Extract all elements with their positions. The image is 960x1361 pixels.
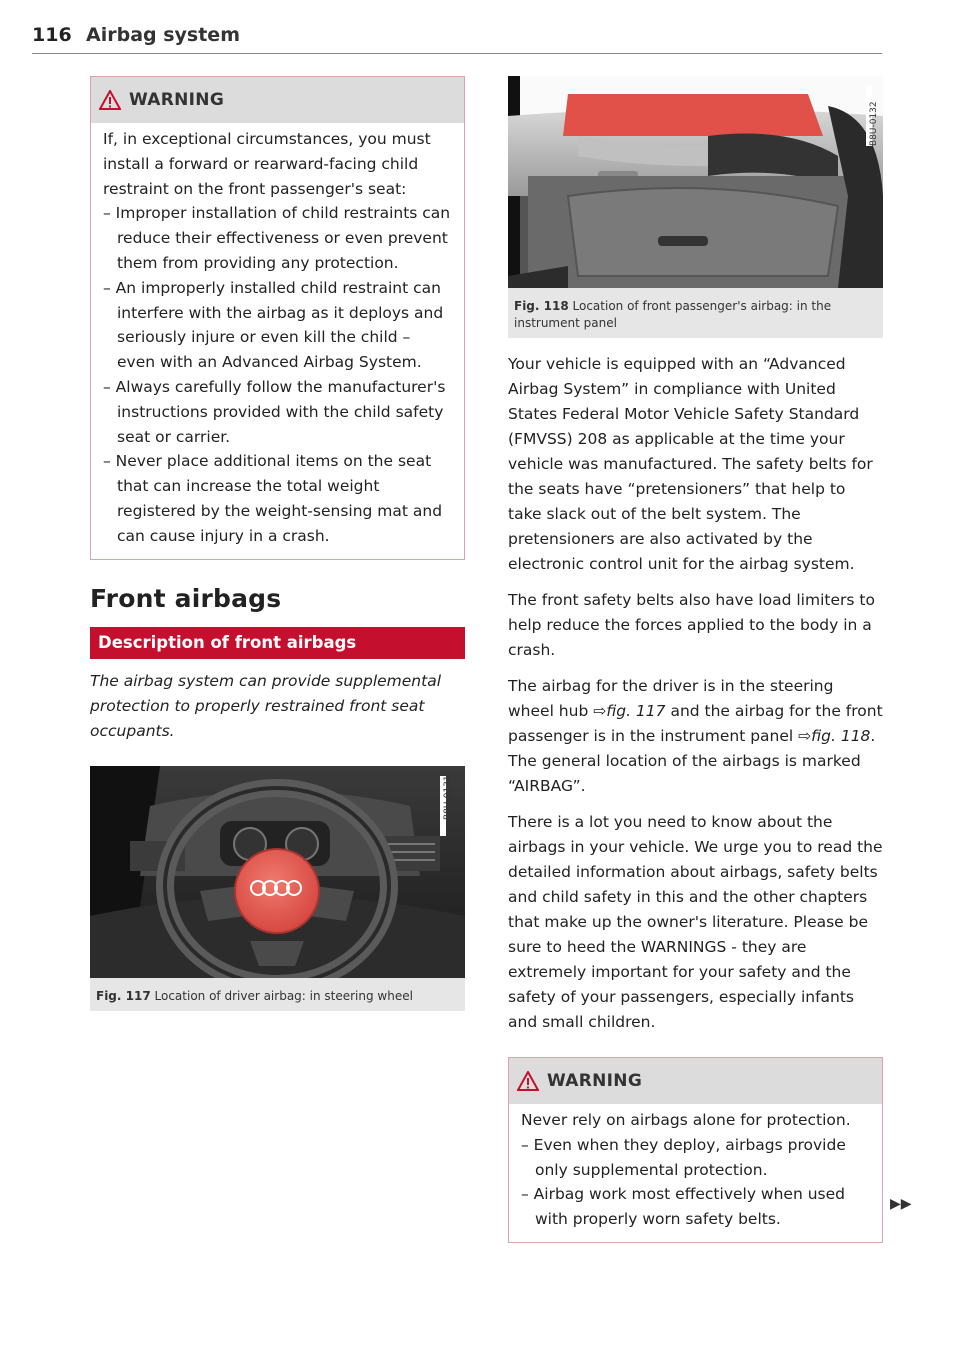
warning-item: – Never place additional items on the seat that can increase the total weight registered by the weight-sensing mat and can cause injury in a crash.: [103, 452, 443, 545]
passenger-airbag-illustration: [508, 76, 883, 288]
warning-list: [103, 201, 452, 548]
figure-118-code: B8U-0132: [869, 101, 879, 146]
figure-label: Fig. 118: [514, 299, 569, 313]
warning-list: [521, 1133, 870, 1232]
body-paragraph-4: There is a lot you need to know about the airbags in your vehicle. We urge you to read the detailed information about airbags, safety belts and child safety in this and the other chapters that make up the owner's literature. Please be sure to heed the WARNINGS - they are extremely important for your safety and the safety of your passengers, especially infants and small children.: [508, 813, 883, 1031]
front-airbags-heading: Front airbags: [90, 583, 282, 613]
warning-item: – An improperly installed child restraint can interfere with the airbag as it deploys and seriously injure or even kill the child – even with an Advanced Airbag System.: [103, 278, 444, 372]
right-column: [508, 76, 883, 1243]
warning-title: WARNING: [129, 90, 225, 110]
warning-header: [509, 1058, 882, 1104]
figure-117: [90, 766, 465, 1011]
warning-body: [509, 1104, 882, 1242]
page-header: [32, 24, 882, 54]
figure-117-code: B8U-0131: [443, 775, 453, 820]
warning-item: – Improper installation of child restraints can reduce their effectiveness or even prevent them from providing any protection.: [103, 204, 451, 272]
warning-body: [91, 123, 464, 559]
left-column: [90, 76, 465, 1011]
figure-label: Fig. 117: [96, 988, 151, 1003]
steering-wheel-illustration: [90, 766, 465, 978]
warning-triangle-icon: [99, 90, 121, 110]
body-text-span: . The general location of the airbags is marked “AIRBAG”.: [508, 727, 876, 795]
page-number: 116: [32, 24, 72, 46]
fig-117-reference[interactable]: fig. 117: [606, 702, 666, 720]
warning-intro: If, in exceptional circumstances, you must install a forward or rearward-facing child restraint on the front passenger's seat:: [103, 130, 431, 198]
warning-intro: Never rely on airbags alone for protection.: [521, 1111, 851, 1129]
fig-118-reference[interactable]: fig. 118: [811, 727, 871, 745]
warning-item: – Airbag work most effectively when used with properly worn safety belts.: [521, 1185, 845, 1229]
figure-118: [508, 76, 883, 338]
body-paragraph-1: Your vehicle is equipped with an “Advanced Airbag System” in compliance with United States Federal Motor Vehicle Safety Standard (FMVSS) 208 as applicable at the time your vehicle was manufactured. The safety belts for the seats have “pretensioners” that help to take slack out of the belt system. The pretensioners are also activated by the electronic control unit for the airbag system.: [508, 355, 873, 573]
body-paragraph-2: The front safety belts also have load limiters to help reduce the forces applied to the body in a crash.: [508, 591, 875, 659]
body-text-span: and the airbag for the front passenger is in the instrument panel ⇨: [508, 702, 883, 745]
body-paragraph-3: [508, 674, 883, 799]
figure-caption-text: Location of front passenger's airbag: in the instrument panel: [514, 299, 832, 330]
warning-header: [91, 77, 464, 123]
warning-box-child-restraint: [90, 76, 465, 560]
figure-117-caption: [90, 982, 465, 1011]
warning-item: – Even when they deploy, airbags provide only supplemental protection.: [521, 1135, 846, 1179]
front-airbags-intro: The airbag system can provide supplemental protection to properly restrained front seat occupants.: [90, 671, 442, 740]
figure-118-caption: [508, 292, 883, 338]
warning-title: WARNING: [547, 1071, 643, 1091]
section-title: Airbag system: [86, 24, 240, 46]
body-text: [508, 352, 883, 1035]
warning-item: – Always carefully follow the manufacturer's instructions provided with the child safety seat or carrier.: [103, 377, 446, 446]
description-subheading: Description of front airbags: [90, 627, 465, 659]
body-text-span: The airbag for the driver is in the steering wheel hub ⇨: [508, 677, 834, 720]
warning-triangle-icon: [517, 1071, 539, 1091]
figure-caption-text: Location of driver airbag: in steering wheel: [154, 988, 413, 1003]
warning-box-airbag-reliance: [508, 1057, 883, 1243]
continue-arrow-icon: ▶▶: [890, 1196, 912, 1212]
